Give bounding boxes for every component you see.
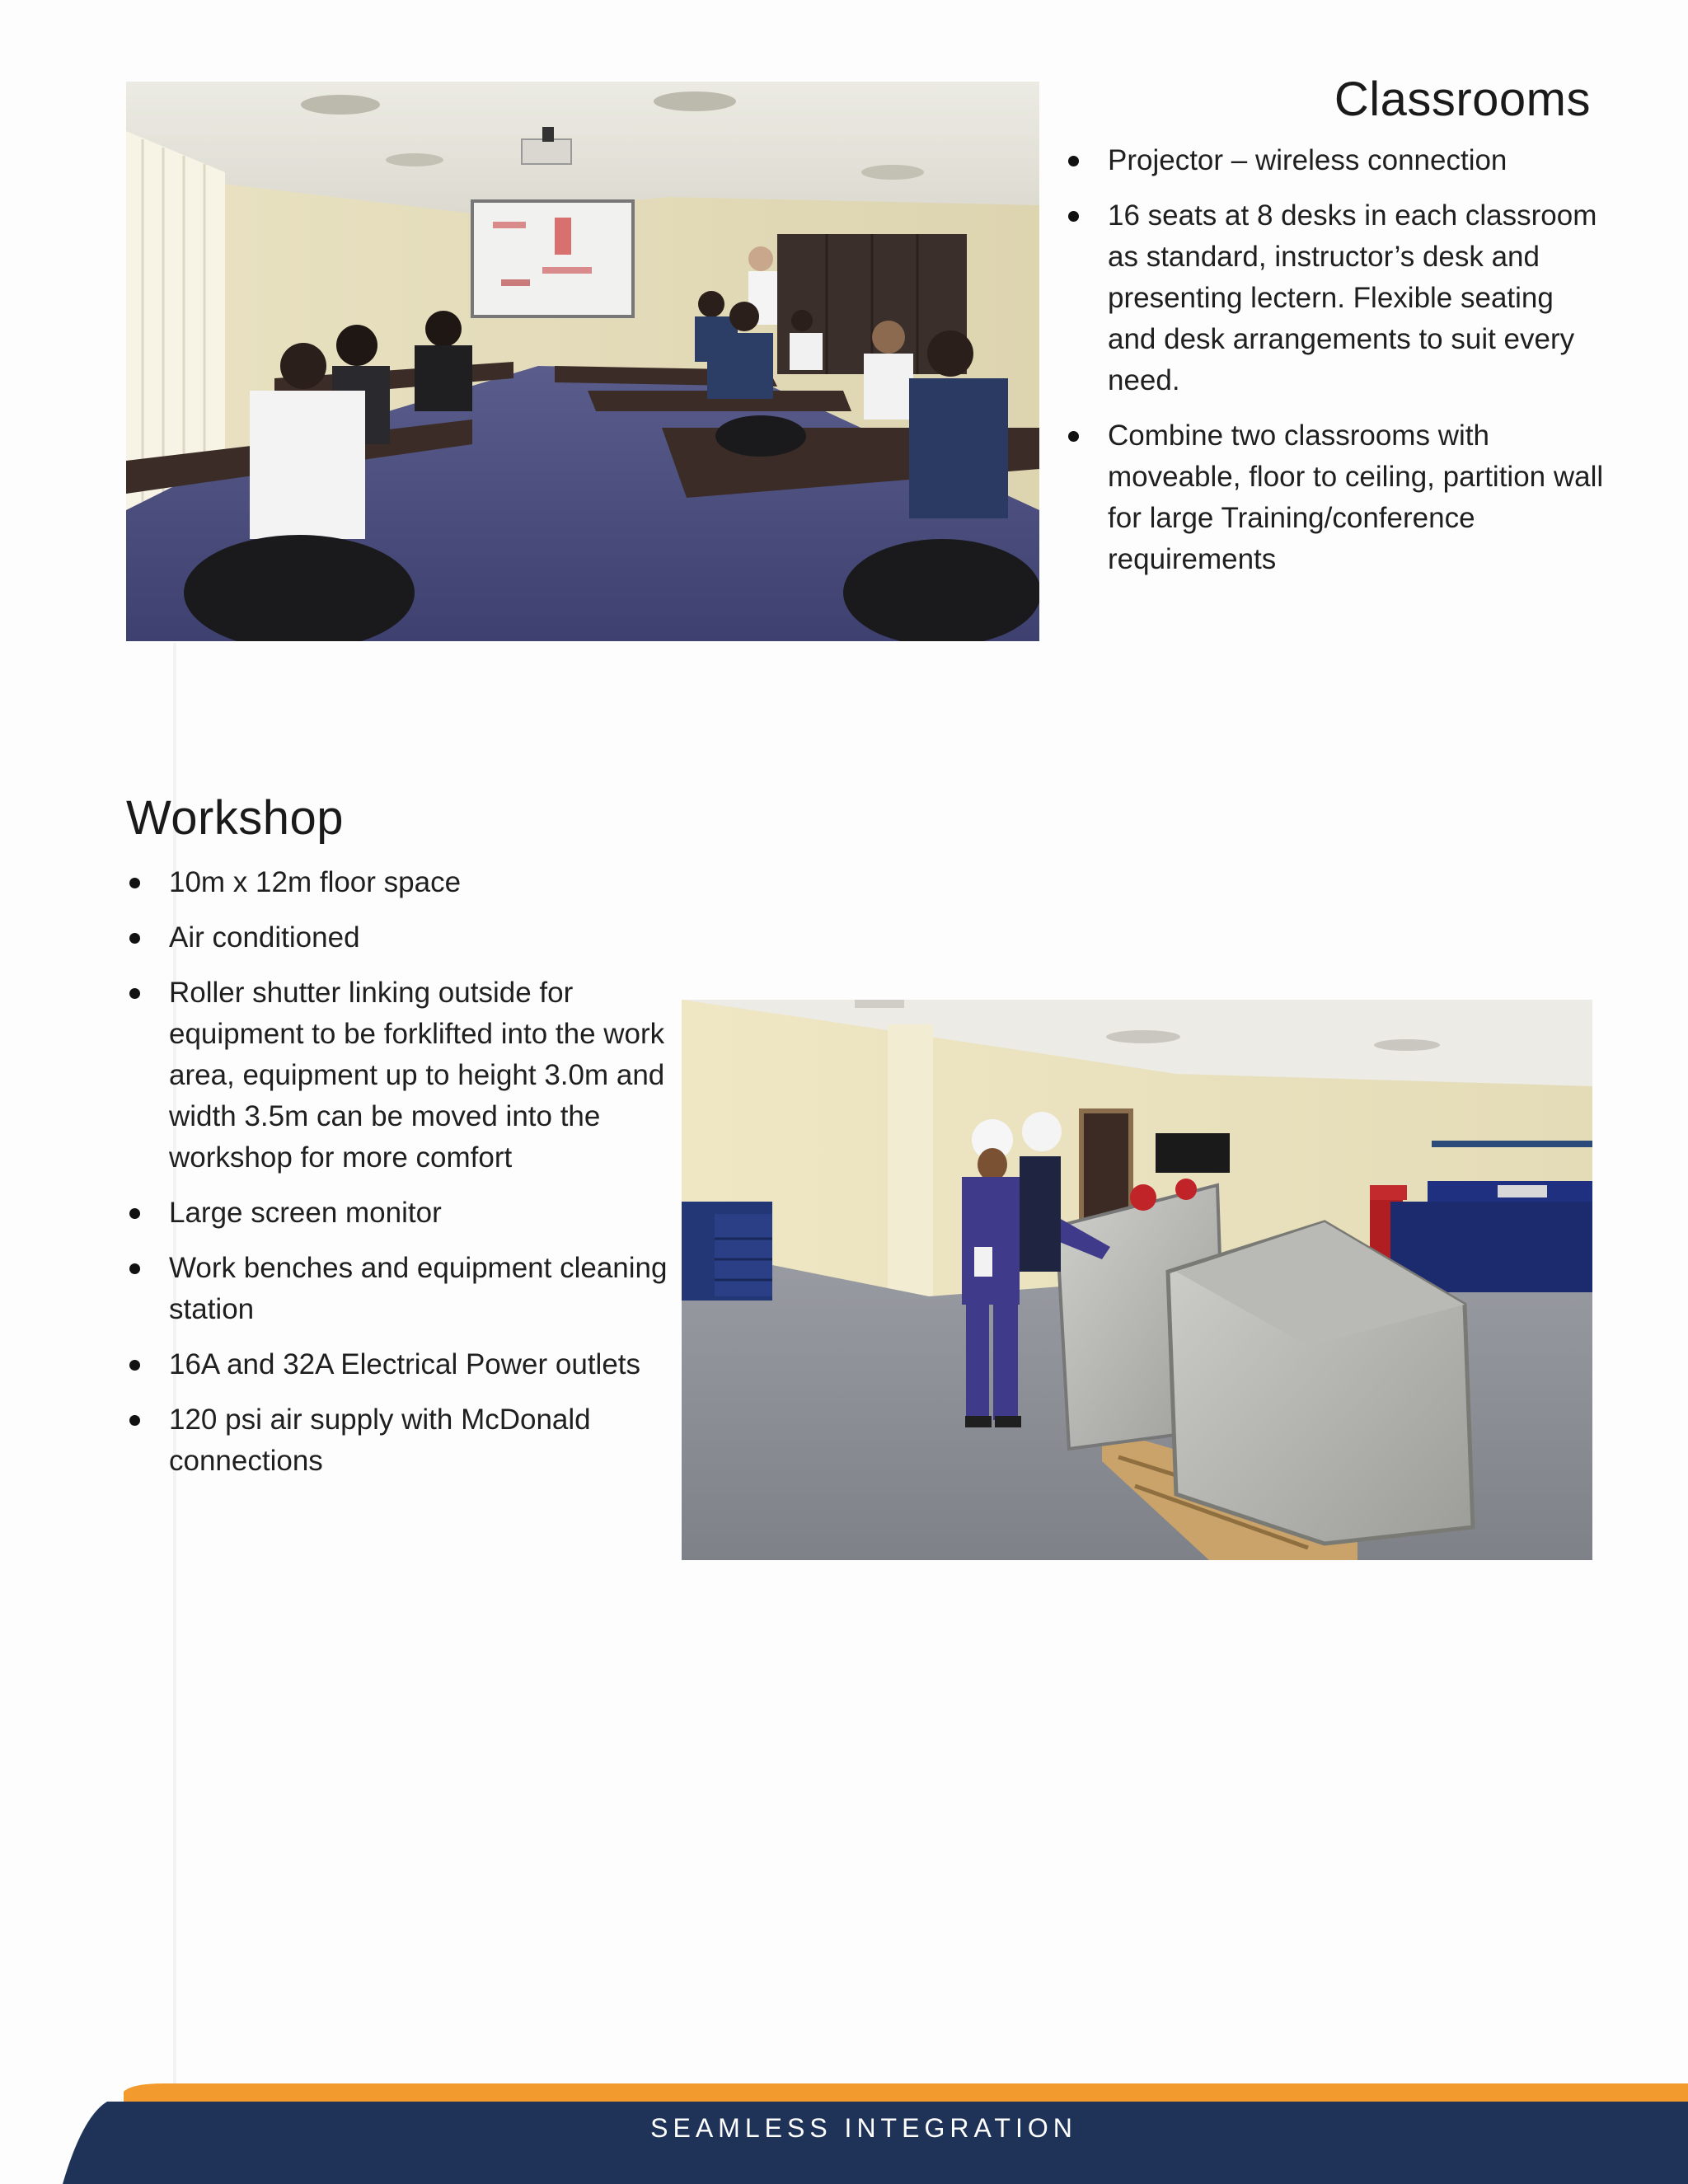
- list-item: Projector – wireless connection: [1065, 140, 1609, 181]
- list-item: 10m x 12m floor space: [126, 862, 670, 903]
- list-item: Air conditioned: [126, 917, 670, 958]
- list-item: Large screen monitor: [126, 1193, 670, 1234]
- workshop-heading: Workshop: [126, 791, 345, 845]
- footer-tagline: SEAMLESS INTEGRATION: [650, 2113, 1077, 2143]
- list-item: Combine two classrooms with moveable, floor to ceiling, partition wall for large Training/conference requirements: [1065, 415, 1609, 580]
- list-item: Work benches and equipment cleaning station: [126, 1248, 670, 1330]
- classrooms-heading: Classrooms: [1334, 73, 1591, 126]
- workshop-feature-list: [126, 862, 670, 1496]
- classroom-photo: [126, 82, 1039, 641]
- workshop-photo: [682, 1000, 1592, 1560]
- classroom-feature-list: [1065, 140, 1609, 594]
- list-item: Roller shutter linking outside for equipment to be forklifted into the work area, equipment up to height 3.0m and width 3.5m can be moved into the workshop for more comfort: [126, 972, 670, 1179]
- list-item: 16 seats at 8 desks in each classroom as standard, instructor’s desk and presenting lectern. Flexible seating and desk arrangements to suit every need.: [1065, 195, 1609, 401]
- list-item: 120 psi air supply with McDonald connections: [126, 1399, 670, 1482]
- list-item: 16A and 32A Electrical Power outlets: [126, 1344, 670, 1385]
